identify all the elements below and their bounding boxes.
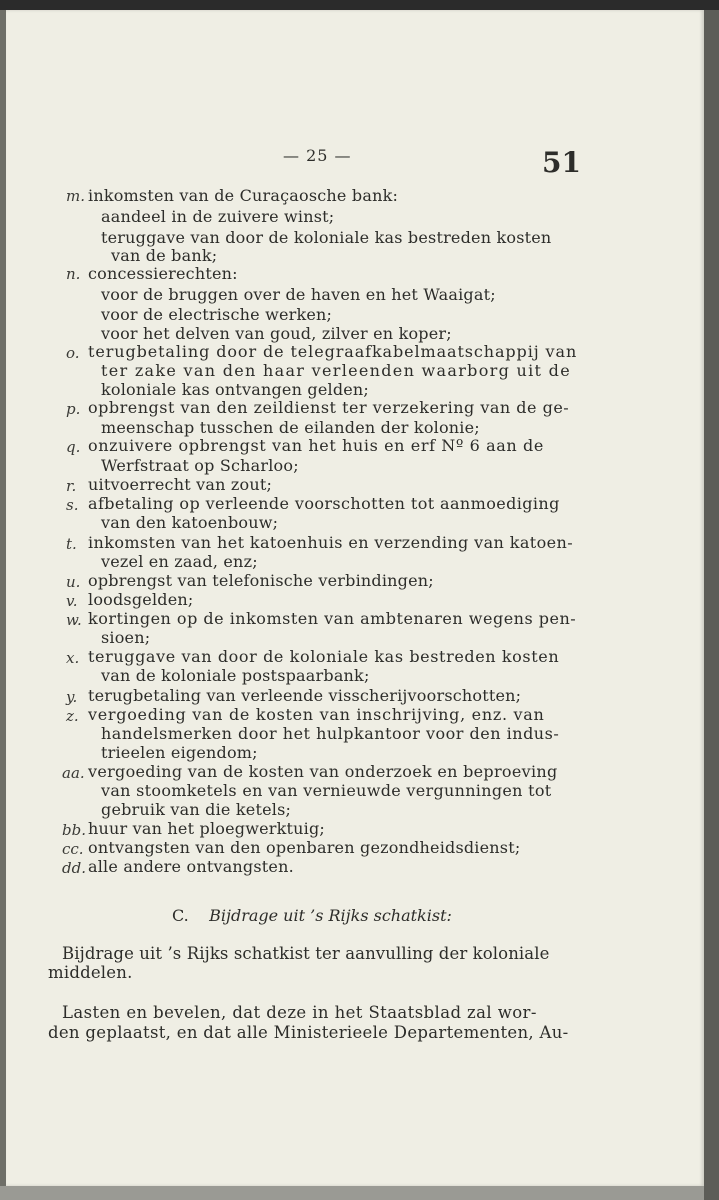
- item-line: gebruik van die ketels;: [101, 800, 292, 819]
- item-label: p.: [66, 400, 81, 418]
- item-line: handelsmerken door het hulpkantoor voor den indus-: [101, 724, 560, 743]
- item-label: u.: [66, 573, 81, 591]
- item-line: concessierechten:: [88, 264, 238, 283]
- item-line: onzuivere opbrengst van het huis en erf Nº 6 aan de: [88, 436, 544, 455]
- item-line: koloniale kas ontvangen gelden;: [101, 380, 370, 399]
- item-line: trieelen eigendom;: [101, 743, 258, 762]
- item-label: x.: [66, 649, 80, 667]
- section-letter: C.: [172, 906, 189, 925]
- item-line: terugbetaling van verleende visscherijvoorschotten;: [88, 686, 522, 705]
- item-label: r.: [66, 477, 77, 495]
- item-line: inkomsten van de Curaçaosche bank:: [88, 186, 399, 205]
- item-line: teruggave van door de koloniale kas bestreden kosten: [101, 228, 552, 247]
- item-line: ter zake van den haar verleenden waarborg uit de: [101, 361, 571, 380]
- item-label: dd.: [62, 859, 86, 877]
- item-line: huur van het ploegwerktuig;: [88, 819, 326, 838]
- item-line: voor de bruggen over de haven en het Waaigat;: [101, 285, 496, 304]
- item-label: z.: [66, 707, 79, 725]
- item-line: uitvoerrecht van zout;: [88, 475, 273, 494]
- item-label: t.: [66, 535, 77, 553]
- item-line: aandeel in de zuivere winst;: [101, 207, 335, 226]
- item-line: vergoeding van de kosten van onderzoek en beproeving: [88, 762, 558, 781]
- item-line: vergoeding van de kosten van inschrijving, enz. van: [88, 705, 545, 724]
- item-line: teruggave van door de koloniale kas bestreden kosten: [88, 647, 560, 666]
- item-label: w.: [66, 611, 82, 629]
- item-line: loodsgelden;: [88, 590, 194, 609]
- item-line: van den katoenbouw;: [101, 513, 279, 532]
- item-line: sioen;: [101, 628, 151, 647]
- paragraph-line: den geplaatst, en dat alle Ministerieele Departementen, Au-: [48, 1023, 569, 1042]
- item-line: opbrengst van den zeildienst ter verzekering van de ge-: [88, 398, 570, 417]
- item-line: van stoomketels en van vernieuwde vergunningen tot: [101, 781, 552, 800]
- item-line: terugbetaling door de telegraafkabelmaatschappij van: [88, 342, 578, 361]
- item-line: van de koloniale postspaarbank;: [101, 666, 370, 685]
- item-label: q.: [66, 438, 81, 456]
- item-line: opbrengst van telefonische verbindingen;: [88, 571, 434, 590]
- paragraph-line: middelen.: [48, 963, 133, 982]
- item-label: bb.: [62, 821, 86, 839]
- scan-top-border: [0, 0, 719, 10]
- item-line: voor de electrische werken;: [101, 305, 333, 324]
- item-label: m.: [66, 187, 85, 205]
- page-number: — 25 —: [283, 146, 352, 165]
- item-line: Werfstraat op Scharloo;: [101, 456, 299, 475]
- item-line: van de bank;: [111, 246, 218, 265]
- item-label: o.: [66, 344, 80, 362]
- paragraph-line: Bijdrage uit ’s Rijks schatkist ter aanvulling der koloniale: [62, 944, 550, 963]
- item-line: alle andere ontvangsten.: [88, 857, 294, 876]
- item-line: vezel en zaad, enz;: [101, 552, 258, 571]
- item-label: aa.: [62, 764, 85, 782]
- folio-number: 51: [542, 146, 581, 179]
- item-label: y.: [66, 688, 78, 706]
- item-label: s.: [66, 496, 79, 514]
- paragraph-line: Lasten en bevelen, dat deze in het Staatsblad zal wor-: [62, 1003, 537, 1022]
- item-label: cc.: [62, 840, 84, 858]
- section-title: Bijdrage uit ’s Rijks schatkist:: [209, 906, 452, 925]
- item-label: v.: [66, 592, 78, 610]
- item-line: meenschap tusschen de eilanden der kolonie;: [101, 418, 480, 437]
- section-heading: [172, 906, 452, 925]
- item-line: ontvangsten van den openbaren gezondheidsdienst;: [88, 838, 521, 857]
- item-label: n.: [66, 265, 81, 283]
- item-line: voor het delven van goud, zilver en koper;: [101, 324, 452, 343]
- scan-right-edge: [704, 10, 719, 1200]
- item-line: kortingen op de inkomsten van ambtenaren wegens pen-: [88, 609, 577, 628]
- item-line: inkomsten van het katoenhuis en verzending van katoen-: [88, 533, 574, 552]
- item-line: afbetaling op verleende voorschotten tot aanmoediging: [88, 494, 560, 513]
